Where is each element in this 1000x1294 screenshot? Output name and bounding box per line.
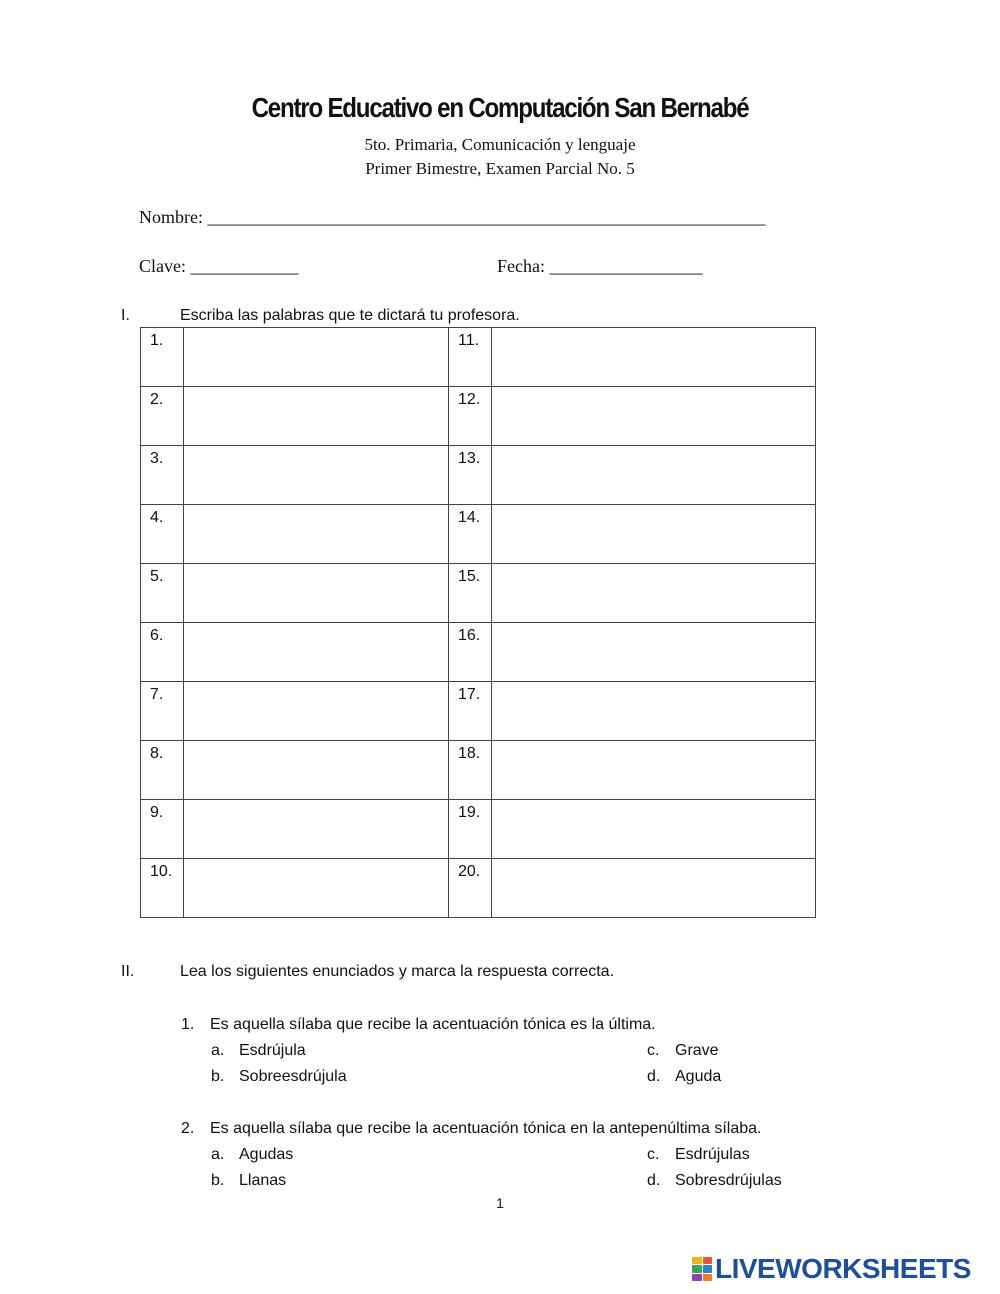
- answer-box[interactable]: [184, 505, 449, 564]
- option-text: Agudas: [239, 1146, 294, 1163]
- option-text: Esdrújulas: [675, 1146, 750, 1163]
- answer-box[interactable]: [184, 387, 449, 446]
- item-number: 7.: [141, 682, 184, 741]
- page-number: 1: [496, 1195, 504, 1211]
- answer-box[interactable]: [184, 446, 449, 505]
- option-letter: d.: [647, 1172, 661, 1189]
- option-text: Llanas: [239, 1172, 287, 1189]
- item-number: 1.: [141, 328, 184, 387]
- name-field[interactable]: Nombre: ______________________________________________________________: [139, 207, 766, 227]
- answer-box[interactable]: [492, 741, 816, 800]
- item-number: 19.: [449, 800, 492, 859]
- logo-square: [703, 1265, 713, 1272]
- question-1: [181, 1016, 881, 1036]
- item-number: 14.: [449, 505, 492, 564]
- table-row: [141, 328, 816, 387]
- option-letter: b.: [211, 1172, 225, 1189]
- item-number: 6.: [141, 623, 184, 682]
- option-text: Aguda: [675, 1068, 722, 1085]
- question-text: Es aquella sílaba que recibe la acentuación tónica es la última.: [210, 1016, 656, 1033]
- question-text: Es aquella sílaba que recibe la acentuación tónica en la antepenúltima sílaba.: [210, 1120, 762, 1137]
- table-row: [141, 623, 816, 682]
- answer-box[interactable]: [492, 446, 816, 505]
- option-text: Esdrújula: [239, 1042, 306, 1059]
- option-letter: c.: [647, 1042, 660, 1059]
- answer-box[interactable]: [492, 682, 816, 741]
- table-row: [141, 800, 816, 859]
- item-number: 4.: [141, 505, 184, 564]
- option-letter: a.: [211, 1146, 225, 1163]
- dictation-table: [140, 327, 816, 918]
- answer-box[interactable]: [492, 623, 816, 682]
- item-number: 20.: [449, 859, 492, 918]
- answer-box[interactable]: [184, 859, 449, 918]
- option-letter: d.: [647, 1068, 661, 1085]
- item-number: 3.: [141, 446, 184, 505]
- school-title: Centro Educativo en Computación San Bernabé: [251, 92, 749, 123]
- item-number: 8.: [141, 741, 184, 800]
- logo-square: [692, 1257, 702, 1264]
- table-row: [141, 741, 816, 800]
- exam-title: Primer Bimestre, Examen Parcial No. 5: [365, 159, 635, 178]
- option-letter: c.: [647, 1146, 660, 1163]
- logo-square: [692, 1274, 702, 1281]
- item-number: 16.: [449, 623, 492, 682]
- option-text: Sobreesdrújula: [239, 1068, 347, 1085]
- fecha-field[interactable]: Fecha: _________________: [497, 256, 703, 276]
- liveworksheets-logo[interactable]: [692, 1254, 971, 1284]
- item-number: 12.: [449, 387, 492, 446]
- logo-square: [703, 1257, 713, 1264]
- answer-box[interactable]: [184, 564, 449, 623]
- item-number: 11.: [449, 328, 492, 387]
- table-row: [141, 859, 816, 918]
- question-number: 2.: [181, 1120, 195, 1137]
- answer-box[interactable]: [492, 800, 816, 859]
- liveworksheets-logo-icon: [692, 1257, 712, 1281]
- item-number: 18.: [449, 741, 492, 800]
- clave-field[interactable]: Clave: ____________: [139, 256, 299, 276]
- answer-box[interactable]: [492, 328, 816, 387]
- option-text: Grave: [675, 1042, 719, 1059]
- answer-box[interactable]: [184, 623, 449, 682]
- item-number: 2.: [141, 387, 184, 446]
- item-number: 5.: [141, 564, 184, 623]
- table-row: [141, 682, 816, 741]
- item-number: 13.: [449, 446, 492, 505]
- grade-subject: 5to. Primaria, Comunicación y lenguaje: [364, 135, 636, 154]
- option-letter: b.: [211, 1068, 225, 1085]
- section-1-number: I.: [121, 307, 130, 324]
- question-2: [181, 1120, 881, 1140]
- section-2-instruction: Lea los siguientes enunciados y marca la respuesta correcta.: [180, 963, 615, 980]
- table-row: [141, 446, 816, 505]
- answer-box[interactable]: [492, 505, 816, 564]
- logo-square: [692, 1265, 702, 1272]
- item-number: 15.: [449, 564, 492, 623]
- table-row: [141, 564, 816, 623]
- answer-box[interactable]: [184, 800, 449, 859]
- section-1-heading: [121, 307, 821, 327]
- answer-box[interactable]: [492, 387, 816, 446]
- section-2-heading: [121, 963, 821, 983]
- option-text: Sobresdrújulas: [675, 1172, 782, 1189]
- question-number: 1.: [181, 1016, 195, 1033]
- table-row: [141, 505, 816, 564]
- answer-box[interactable]: [184, 328, 449, 387]
- answer-box[interactable]: [492, 859, 816, 918]
- answer-box[interactable]: [492, 564, 816, 623]
- logo-text: LIVEWORKSHEETS: [715, 1253, 971, 1284]
- logo-square: [703, 1274, 713, 1281]
- item-number: 10.: [141, 859, 184, 918]
- answer-box[interactable]: [184, 682, 449, 741]
- item-number: 17.: [449, 682, 492, 741]
- table-row: [141, 387, 816, 446]
- section-1-instruction: Escriba las palabras que te dictará tu profesora.: [180, 307, 520, 324]
- item-number: 9.: [141, 800, 184, 859]
- answer-box[interactable]: [184, 741, 449, 800]
- option-letter: a.: [211, 1042, 225, 1059]
- section-2-number: II.: [121, 963, 135, 980]
